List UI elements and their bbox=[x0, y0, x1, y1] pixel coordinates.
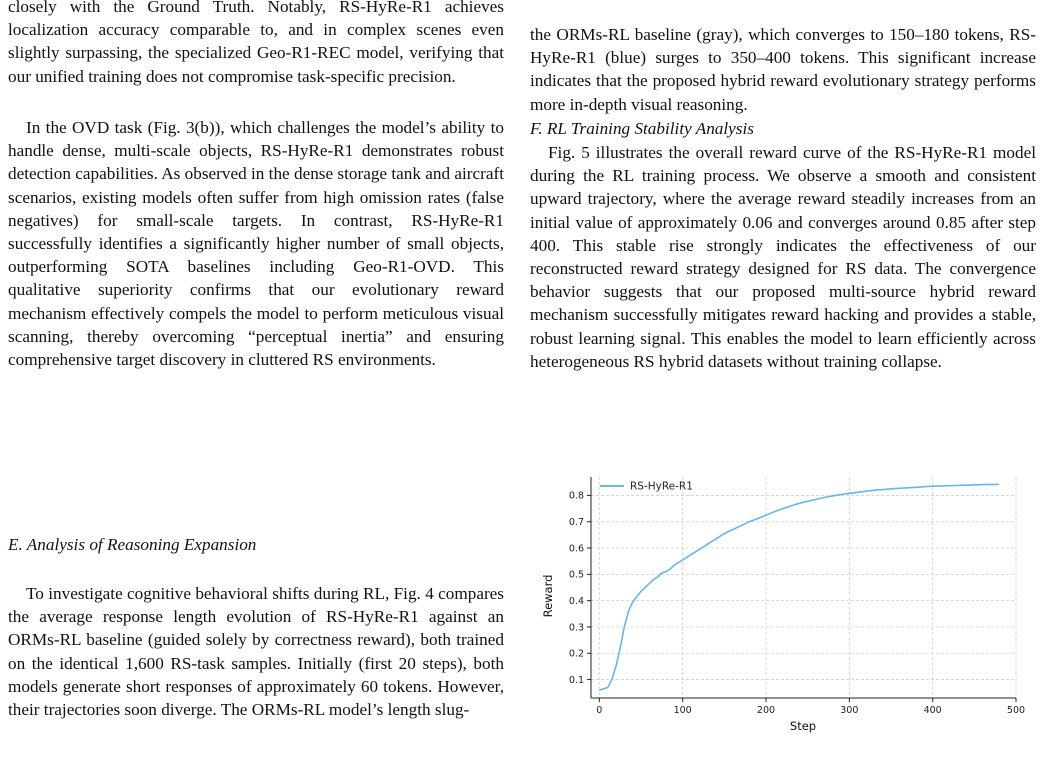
reward-chart bbox=[530, 472, 1036, 757]
chart-legend bbox=[600, 481, 693, 493]
reward-chart-svg bbox=[530, 472, 1036, 757]
y-tick-label: 0.8 bbox=[568, 490, 584, 502]
x-tick-label: 300 bbox=[840, 705, 859, 716]
section-e-heading: E. Analysis of Reasoning Expansion bbox=[8, 535, 257, 554]
x-tick-label: 200 bbox=[756, 705, 776, 716]
y-axis-title: Reward bbox=[541, 574, 555, 618]
y-tick-label: 0.4 bbox=[568, 595, 584, 607]
left-paragraph-1: closely with the Ground Truth. Notably, RS-HyRe-R1 achieves localization accuracy comparable to, and in complex scenes even slightly surpassing, the specialized Geo-R1-REC model, verifying that our unified training does not compromise task-specific precision. bbox=[8, 0, 504, 86]
chart-series bbox=[599, 484, 999, 690]
y-tick-label: 0.7 bbox=[568, 517, 584, 529]
y-tick-label: 0.5 bbox=[568, 569, 584, 581]
chart-grid bbox=[591, 477, 1016, 698]
x-tick-label: 500 bbox=[1006, 705, 1026, 716]
x-tick-label: 400 bbox=[923, 705, 942, 716]
right-paragraph-2: Fig. 5 illustrates the overall reward curve of the RS-HyRe-R1 model during the RL training process. We observe a smooth and consistent upward trajectory, where the average reward steadily increases from an initial value of approximately 0.06 and converges around 0.85 after step 400. This stable rise strongly indicates the effectiveness of our reconstructed reward strategy designed for RS data. The convergence behavior suggests that our proposed multi-source hybrid reward mechanism successfully mitigates reward hacking and provides a stable, robust learning signal. This enables the model to learn efficiently across heterogeneous RS hybrid datasets without training collapse. bbox=[530, 143, 1036, 371]
y-tick-label: 0.2 bbox=[568, 648, 584, 660]
section-f-heading: F. RL Training Stability Analysis bbox=[530, 119, 754, 138]
x-tick-label: 100 bbox=[673, 705, 692, 716]
right-paragraph-1: the ORMs-RL baseline (gray), which converges to 150–180 tokens, RS-HyRe-R1 (blue) surges to 350–400 tokens. This significant increase indicates that the proposed hybrid reward evolutionary strategy performs more in-depth visual reasoning. bbox=[530, 25, 1036, 114]
legend-label: RS-HyRe-R1 bbox=[630, 480, 693, 493]
y-tick-label: 0.1 bbox=[568, 674, 584, 686]
left-paragraph-3: To investigate cognitive behavioral shifts during RL, Fig. 4 compares the average response length evolution of RS-HyRe-R1 against an ORMs-RL baseline (guided solely by correctness reward), both trained on the identical 1,600 RS-task samples. Initially (first 20 steps), both models generate short responses of approximately 60 tokens. However, their trajectories soon diverge. The ORMs-RL model’s length slug- bbox=[8, 584, 504, 720]
x-tick-label: 0 bbox=[596, 705, 603, 716]
series-line-rs-hyre-r1 bbox=[599, 484, 999, 690]
y-tick-label: 0.6 bbox=[568, 543, 584, 555]
left-paragraph-2: In the OVD task (Fig. 3(b)), which challenges the model’s ability to handle dense, multi-scale objects, RS-HyRe-R1 demonstrates robust detection capabilities. As observed in the dense storage tank and aircraft scenarios, existing models often suffer from high omission rates (false negatives) for small-scale targets. In contrast, RS-HyRe-R1 successfully identifies a significantly higher number of small objects, outperforming SOTA baselines including Geo-R1-OVD. This qualitative superiority confirms that our evolutionary reward mechanism effectively compels the model to perform meticulous visual scanning, thereby overcoming “perceptual inertia” and ensuring comprehensive target discovery in cluttered RS environments. bbox=[8, 118, 504, 370]
x-axis-title: Step bbox=[789, 719, 817, 733]
y-tick-label: 0.3 bbox=[568, 622, 584, 634]
